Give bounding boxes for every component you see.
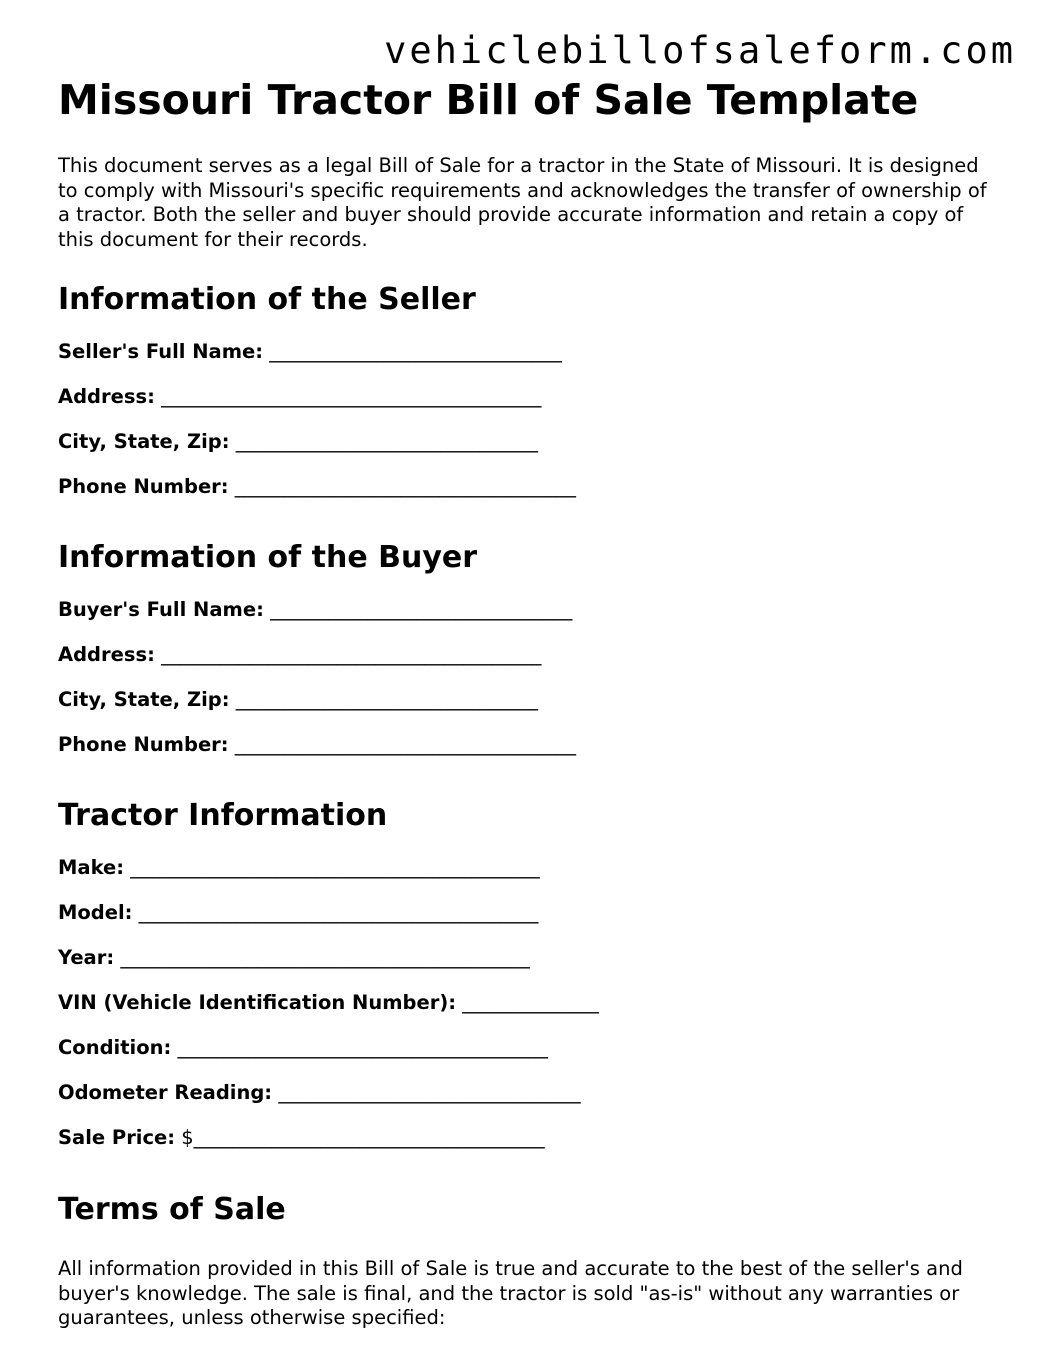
field-blank[interactable]: ______________	[456, 991, 599, 1014]
tractor-section-heading: Tractor Information	[58, 798, 388, 833]
field-blank[interactable]: ______________________________________	[171, 1036, 549, 1059]
tractor-fields	[58, 856, 988, 1171]
tractor-vin-field[interactable]	[58, 991, 988, 1036]
intro-paragraph: This document serves as a legal Bill of Sale for a tractor in the State of Missouri. It is designed to comply with Missouri's specific requirements and acknowledges the transfer of ownership of a tractor. Both the seller and buyer should provide accurate information and retain a copy of this document for their records.	[58, 154, 987, 251]
field-blank[interactable]: ___________________________________	[228, 733, 577, 756]
field-label: Year:	[58, 946, 115, 969]
seller-city-state-zip-field[interactable]	[58, 430, 988, 475]
field-label: City, State, Zip:	[58, 688, 230, 711]
buyer-city-state-zip-field[interactable]	[58, 688, 988, 733]
field-blank[interactable]: ______________________________	[263, 340, 562, 363]
document-title: Missouri Tractor Bill of Sale Template	[58, 76, 919, 124]
buyer-section-heading: Information of the Buyer	[58, 540, 478, 575]
field-blank[interactable]: $____________________________________	[175, 1126, 545, 1149]
tractor-sale-price-field[interactable]	[58, 1126, 988, 1171]
field-label: Phone Number:	[58, 475, 229, 498]
field-label: Condition:	[58, 1036, 172, 1059]
field-blank[interactable]: ___________________________________	[228, 475, 577, 498]
field-label: Address:	[58, 385, 155, 408]
field-label: Phone Number:	[58, 733, 229, 756]
seller-address-field[interactable]	[58, 385, 988, 430]
seller-section-heading: Information of the Seller	[58, 282, 476, 317]
field-blank[interactable]: _______________________________________	[154, 385, 542, 408]
tractor-condition-field[interactable]	[58, 1036, 988, 1081]
site-watermark: vehiclebillofsaleform.com	[384, 29, 1016, 72]
field-blank[interactable]: _______________________________	[263, 598, 573, 621]
buyer-address-field[interactable]	[58, 643, 988, 688]
field-label: Buyer's Full Name:	[58, 598, 264, 621]
buyer-phone-field[interactable]	[58, 733, 988, 778]
field-label: Seller's Full Name:	[58, 340, 264, 363]
seller-fields	[58, 340, 988, 520]
seller-full-name-field[interactable]	[58, 340, 988, 385]
tractor-make-field[interactable]	[58, 856, 988, 901]
seller-phone-field[interactable]	[58, 475, 988, 520]
buyer-fields	[58, 598, 988, 778]
field-label: Model:	[58, 901, 133, 924]
field-blank[interactable]: _______________________________________	[154, 643, 542, 666]
field-label: Sale Price:	[58, 1126, 176, 1149]
tractor-year-field[interactable]	[58, 946, 988, 991]
field-blank[interactable]: _______________________________	[272, 1081, 581, 1104]
field-blank[interactable]: _________________________________________	[132, 901, 539, 924]
tractor-model-field[interactable]	[58, 901, 988, 946]
field-label: Make:	[58, 856, 125, 879]
field-blank[interactable]: _______________________________	[229, 688, 539, 711]
field-label: Address:	[58, 643, 155, 666]
terms-section-heading: Terms of Sale	[58, 1192, 286, 1227]
document-page	[58, 76, 988, 1331]
field-label: Odometer Reading:	[58, 1081, 273, 1104]
buyer-full-name-field[interactable]	[58, 598, 988, 643]
tractor-odometer-field[interactable]	[58, 1081, 988, 1126]
field-blank[interactable]: __________________________________________	[124, 856, 540, 879]
field-label: City, State, Zip:	[58, 430, 230, 453]
field-label: VIN (Vehicle Identification Number):	[58, 991, 457, 1014]
field-blank[interactable]: __________________________________________	[114, 946, 530, 969]
terms-paragraph: All information provided in this Bill of Sale is true and accurate to the best of the seller's and buyer's knowledge. The sale is final, and the tractor is sold "as-is" without any warranties or guarantees, unless otherwise specified:	[58, 1257, 963, 1329]
field-blank[interactable]: _______________________________	[229, 430, 539, 453]
